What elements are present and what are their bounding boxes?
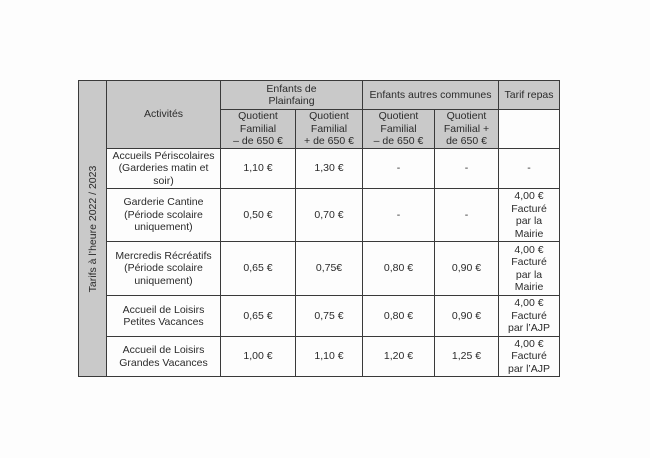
table-row bbox=[79, 337, 560, 377]
header-row-groups bbox=[79, 81, 560, 110]
header-group-other: Enfants autres communes bbox=[363, 81, 499, 110]
price-cell: 0,65 € bbox=[221, 242, 296, 296]
activity-cell: Garderie Cantine (Période scolaire uniquement) bbox=[107, 189, 221, 242]
header-activities: Activités bbox=[107, 81, 221, 149]
header-qf-other-high: Quotient Familial + de 650 € bbox=[435, 110, 499, 149]
price-cell: 1,10 € bbox=[221, 149, 296, 189]
price-cell: 1,25 € bbox=[435, 337, 499, 377]
header-meal-price: Tarif repas bbox=[499, 81, 560, 110]
header-meal-empty bbox=[499, 110, 560, 149]
price-cell: 0,75 € bbox=[296, 296, 363, 337]
price-cell: 1,00 € bbox=[221, 337, 296, 377]
price-cell: 0,70 € bbox=[296, 189, 363, 242]
price-cell: 1,30 € bbox=[296, 149, 363, 189]
meal-price-cell: - bbox=[499, 149, 560, 189]
price-cell: 0,90 € bbox=[435, 242, 499, 296]
side-label-cell bbox=[79, 81, 107, 377]
table-row bbox=[79, 149, 560, 189]
price-cell: 1,10 € bbox=[296, 337, 363, 377]
meal-price-cell: 4,00 € Facturé par l’AJP bbox=[499, 296, 560, 337]
meal-price-cell: 4,00 € Facturé par l’AJP bbox=[499, 337, 560, 377]
activity-cell: Accueil de Loisirs Petites Vacances bbox=[107, 296, 221, 337]
header-qf-other-low: Quotient Familial – de 650 € bbox=[363, 110, 435, 149]
price-cell: - bbox=[363, 189, 435, 242]
price-cell: 0,65 € bbox=[221, 296, 296, 337]
price-cell: 0,75€ bbox=[296, 242, 363, 296]
header-qf-plainfaing-low: Quotient Familial – de 650 € bbox=[221, 110, 296, 149]
price-cell: 0,50 € bbox=[221, 189, 296, 242]
header-group-plainfaing: Enfants de Plainfaing bbox=[221, 81, 363, 110]
meal-price-cell: 4,00 € Facturé par la Mairie bbox=[499, 242, 560, 296]
price-cell: - bbox=[435, 189, 499, 242]
price-cell: 0,80 € bbox=[363, 242, 435, 296]
activity-cell: Accueils Périscolaires (Garderies matin et soir) bbox=[107, 149, 221, 189]
price-cell: 0,80 € bbox=[363, 296, 435, 337]
meal-price-cell: 4,00 € Facturé par la Mairie bbox=[499, 189, 560, 242]
activity-cell: Accueil de Loisirs Grandes Vacances bbox=[107, 337, 221, 377]
price-cell: - bbox=[435, 149, 499, 189]
price-cell: 0,90 € bbox=[435, 296, 499, 337]
table-row bbox=[79, 296, 560, 337]
price-cell: - bbox=[363, 149, 435, 189]
table-row bbox=[79, 189, 560, 242]
activity-cell: Mercredis Récréatifs (Période scolaire uniquement) bbox=[107, 242, 221, 296]
side-label: Tarifs à l’heure 2022 / 2023 bbox=[86, 165, 99, 292]
header-qf-plainfaing-high: Quotient Familial + de 650 € bbox=[296, 110, 363, 149]
price-cell: 1,20 € bbox=[363, 337, 435, 377]
tariff-table bbox=[78, 80, 560, 377]
table-row bbox=[79, 242, 560, 296]
